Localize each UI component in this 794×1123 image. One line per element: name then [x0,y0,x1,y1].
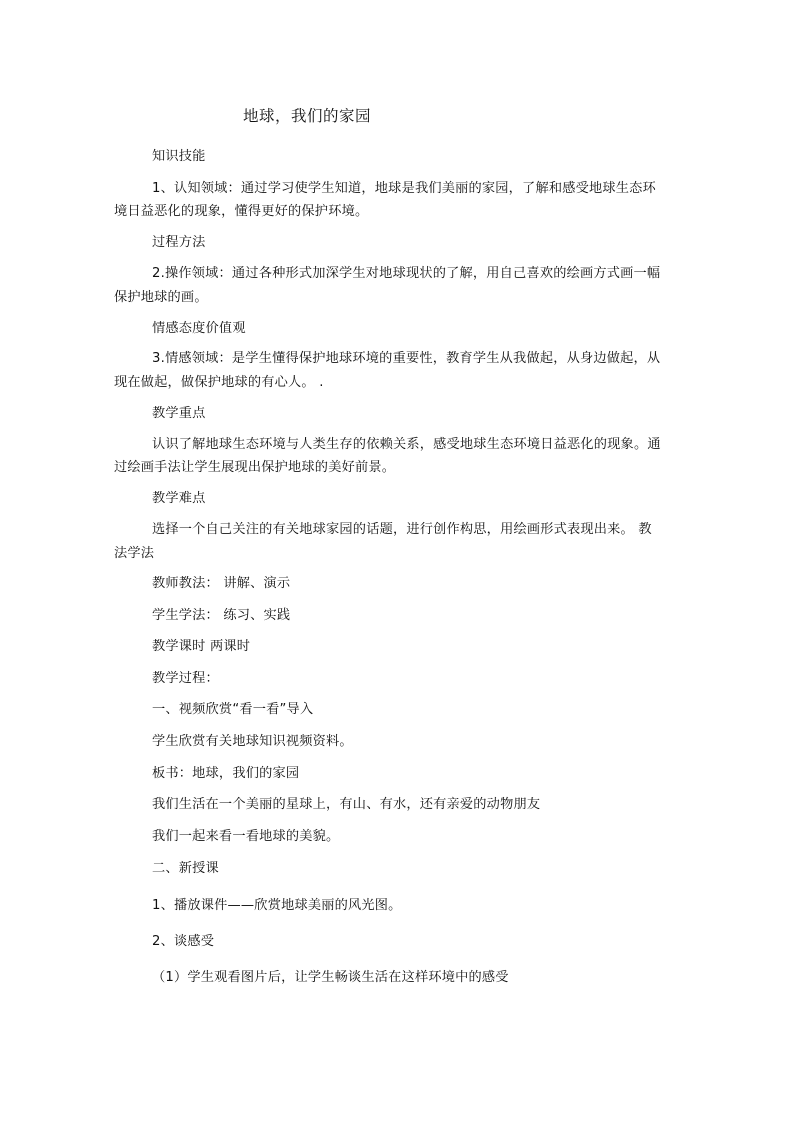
paragraph-operation-line2: 保护地球的画。 [114,290,208,305]
paragraph-focus-line1: 认识了解地球生态环境与人类生存的依赖关系，感受地球生态环境日益恶化的现象。通 [152,437,661,452]
line-teaching-process: 教学过程： [152,671,219,686]
heading-process-method: 过程方法 [152,235,206,250]
line-class-hours: 教学课时 两课时 [152,639,251,654]
line-discuss-feelings: 2、谈感受 [152,934,215,949]
line-blackboard: 板书：地球，我们的家园 [152,766,300,781]
heading-emotion-values: 情感态度价值观 [152,321,246,336]
paragraph-difficulty-line1: 选择一个自己关注的有关地球家园的话题，进行创作构思，用绘画形式表现出来。 教 [152,522,652,537]
line-student-method: 学生学法： 练习、实践 [152,608,291,623]
heading-teaching-difficulty: 教学难点 [152,491,206,506]
line-look-together: 我们一起来看一看地球的美貌。 [152,829,340,844]
line-play-courseware: 1、播放课件——欣赏地球美丽的风光图。 [152,898,402,913]
paragraph-operation-line1: 2.操作领域：通过各种形式加深学生对地球现状的了解，用自己喜欢的绘画方式画一幅 [152,266,661,281]
line-teacher-method: 教师教法： 讲解、演示 [152,576,291,591]
paragraph-emotion-line1: 3.情感领域：是学生懂得保护地球环境的重要性，教育学生从我做起，从身边做起，从 [152,351,661,366]
line-new-lesson: 二、新授课 [152,861,219,876]
line-student-view-images: （1）学生观看图片后，让学生畅谈生活在这样环境中的感受 [152,970,509,985]
heading-knowledge-skills: 知识技能 [152,149,206,164]
line-planet-life: 我们生活在一个美丽的星球上，有山、有水，还有亲爱的动物朋友 [152,797,541,812]
paragraph-cognitive-line1: 1、认知领域：通过学习使学生知道，地球是我们美丽的家园，了解和感受地球生态环 [152,181,656,196]
line-student-watch: 学生欣赏有关地球知识视频资料。 [152,734,353,749]
document-title: 地球，我们的家园 [243,107,372,125]
paragraph-cognitive-line2: 境日益恶化的现象，懂得更好的保护环境。 [114,204,369,219]
heading-teaching-focus: 教学重点 [152,406,206,421]
paragraph-focus-line2: 过绘画手法让学生展现出保护地球的美好前景。 [114,460,396,475]
paragraph-emotion-line2: 现在做起，做保护地球的有心人。 . [114,375,324,390]
line-video-intro: 一、视频欣赏“看一看”导入 [152,702,314,717]
paragraph-difficulty-line2: 法学法 [114,546,155,561]
